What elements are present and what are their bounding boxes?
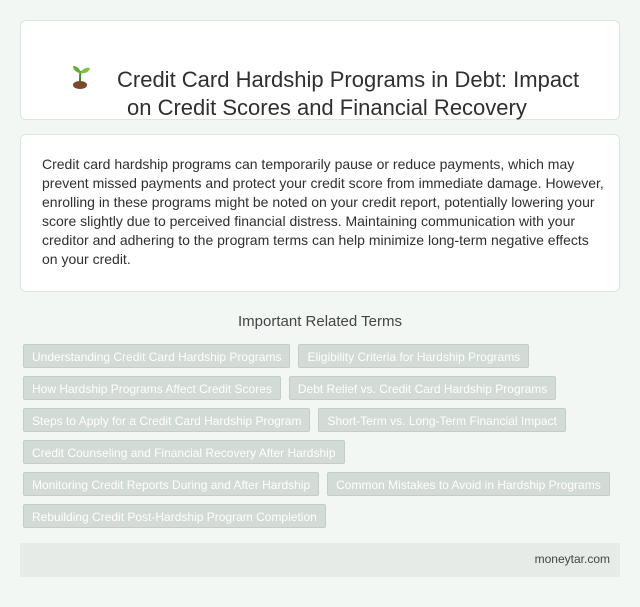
title-line-1: Credit Card Hardship Programs in Debt: Impact: [117, 67, 580, 92]
related-term-tag[interactable]: Short-Term vs. Long-Term Financial Impact: [318, 408, 565, 432]
title-line-2: on Credit Scores and Financial Recovery: [127, 95, 527, 120]
footer-site-name[interactable]: moneytar.com: [534, 552, 610, 566]
related-term-tag[interactable]: Debt Relief vs. Credit Card Hardship Programs: [289, 376, 556, 400]
seedling-icon: [67, 62, 95, 90]
related-terms-list: [23, 344, 623, 528]
page-title: [117, 66, 617, 122]
summary-card: [20, 134, 620, 292]
summary-paragraph: Credit card hardship programs can temporarily pause or reduce payments, which may prevent missed payments and protect your credit score from immediate damage. However, enrolling in these programs might be noted on your credit report, potentially lowering your score slightly due to perceived financial distress. Maintaining communication with your creditor and adhering to the program terms can help minimize long-term negative effects on your credit.: [42, 156, 604, 267]
header-card: [20, 20, 620, 120]
related-term-tag[interactable]: Understanding Credit Card Hardship Programs: [23, 344, 290, 368]
related-term-tag[interactable]: Eligibility Criteria for Hardship Programs: [298, 344, 529, 368]
related-term-tag[interactable]: Common Mistakes to Avoid in Hardship Programs: [327, 472, 610, 496]
related-term-tag[interactable]: Rebuilding Credit Post-Hardship Program Completion: [23, 504, 326, 528]
related-term-tag[interactable]: How Hardship Programs Affect Credit Scores: [23, 376, 281, 400]
footer: [20, 543, 620, 577]
related-term-tag[interactable]: Steps to Apply for a Credit Card Hardship Program: [23, 408, 310, 432]
related-term-tag[interactable]: Credit Counseling and Financial Recovery After Hardship: [23, 440, 345, 464]
related-term-tag[interactable]: Monitoring Credit Reports During and After Hardship: [23, 472, 319, 496]
related-terms-heading: Important Related Terms: [238, 313, 402, 330]
